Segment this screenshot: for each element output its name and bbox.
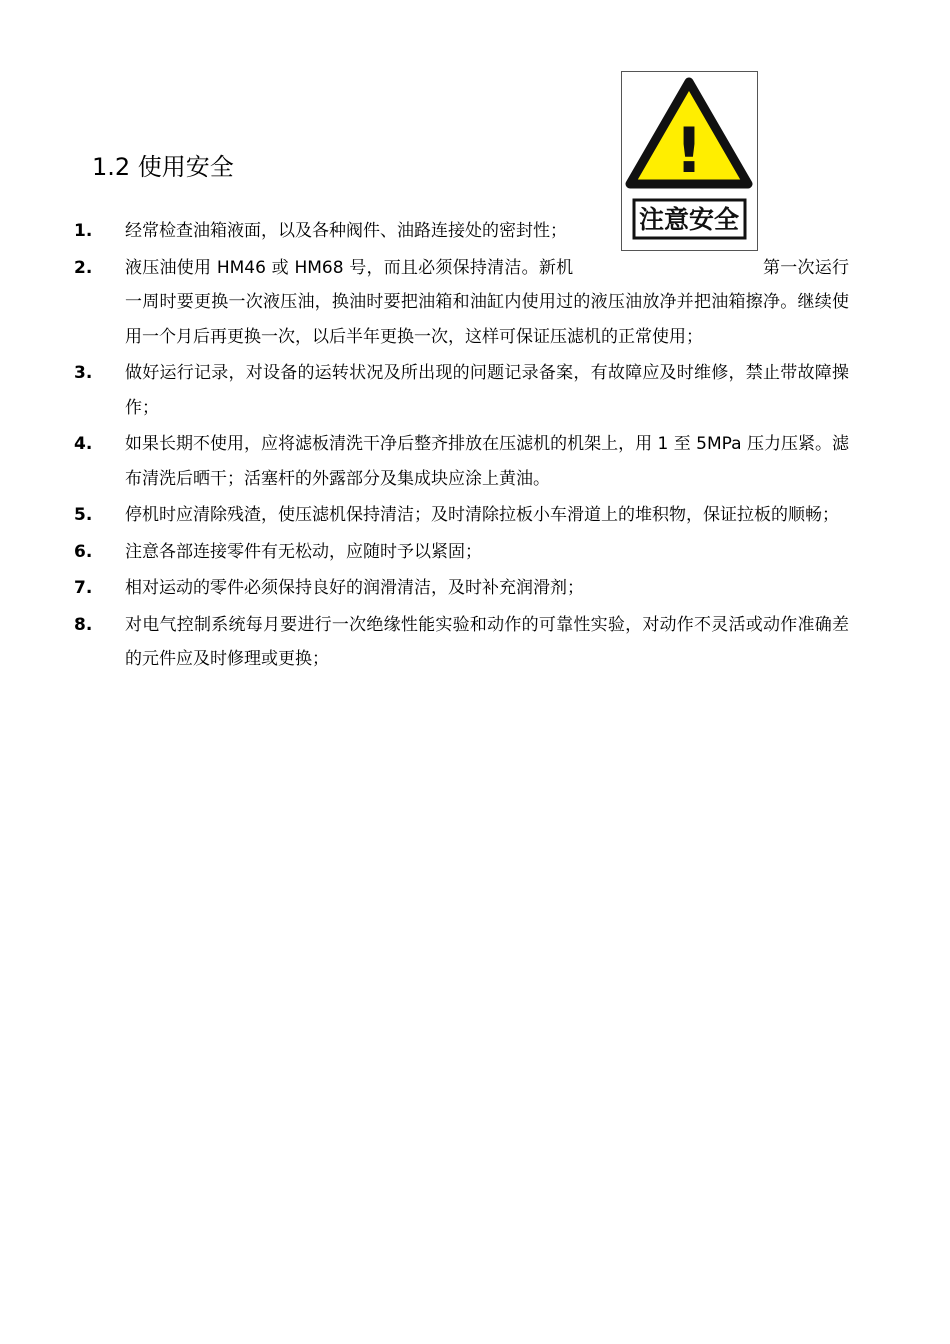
item-number: 8. <box>74 614 93 635</box>
section-title: 1.2 使用安全 <box>92 153 234 181</box>
item-text: 相对运动的零件必须保持良好的润滑清洁，及时补充润滑剂； <box>125 578 584 598</box>
item-number: 6. <box>74 541 93 562</box>
item-number: 5. <box>74 505 93 525</box>
item-text: 如果长期不使用，应将滤板清洗干净后整齐排放在压滤机的机架上，用 1 至 5MPa 压力压紧。滤布清洗后晒干；活塞杆的外露部分及集成块应涂上黄油。 <box>125 434 849 489</box>
item-number: 4. <box>74 434 93 454</box>
item-number: 2. <box>74 257 93 278</box>
list-item <box>74 571 849 606</box>
item-number: 7. <box>74 578 93 598</box>
list-item <box>74 356 849 425</box>
list-item <box>74 251 849 355</box>
list-item <box>74 214 849 249</box>
item-text: 液压油使用 HM46 或 HM68 号，而且必须保持清洁。新机 第一次运行一周时要更换一次液压油，换油时要把油箱和油缸内使用过的液压油放净并把油箱擦净。继续使用一个月后再更换一次，以后半年更换一次，这样可保证压滤机的正常使用； <box>125 257 849 347</box>
item-number: 1. <box>74 221 93 241</box>
item-text: 停机时应清除残渣，使压滤机保持清洁；及时清除拉板小车滑道上的堆积物，保证拉板的顺畅； <box>125 505 839 525</box>
list-item <box>74 427 849 496</box>
safety-rules-list <box>74 214 849 679</box>
sign-label: 注意安全 <box>638 205 740 234</box>
list-item <box>74 608 849 677</box>
list-item <box>74 498 849 533</box>
list-item <box>74 535 849 570</box>
item-text: 注意各部连接零件有无松动，应随时予以紧固； <box>125 541 482 562</box>
item-text: 经常检查油箱液面，以及各种阀件、油路连接处的密封性； <box>125 221 567 241</box>
item-text: 对电气控制系统每月要进行一次绝缘性能实验和动作的可靠性实验，对动作不灵活或动作准确差的元件应及时修理或更换； <box>125 614 849 669</box>
item-text: 做好运行记录，对设备的运转状况及所出现的问题记录备案，有故障应及时维修，禁止带故障操作； <box>125 363 849 418</box>
item-number: 3. <box>74 363 93 383</box>
exclamation-mark: ! <box>674 114 704 187</box>
